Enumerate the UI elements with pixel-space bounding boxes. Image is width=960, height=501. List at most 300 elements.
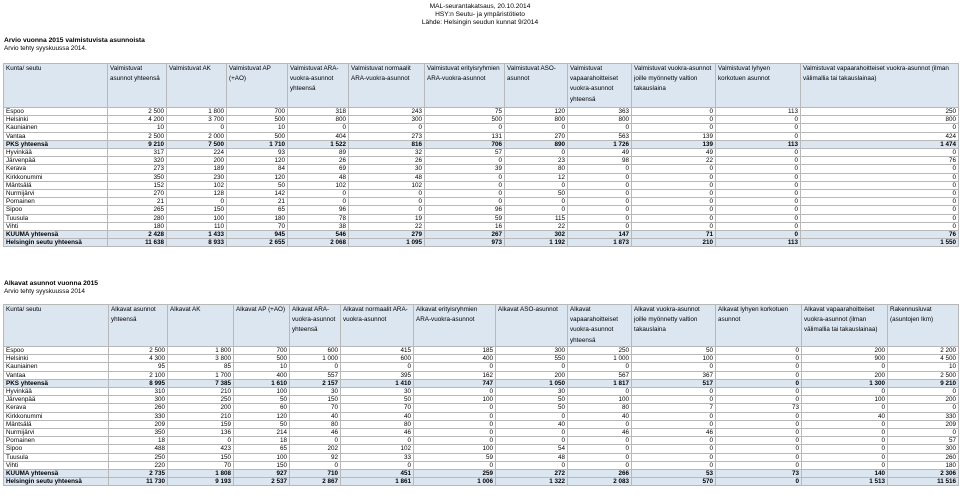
value-cell: 150 xyxy=(234,461,290,469)
value-cell: 1 300 xyxy=(802,379,888,387)
value-cell: 70 xyxy=(168,461,234,469)
value-cell: 0 xyxy=(414,420,496,428)
value-cell: 8 995 xyxy=(109,379,168,387)
starts-table xyxy=(3,304,959,486)
value-cell: 152 xyxy=(108,181,167,189)
value-cell: 69 xyxy=(288,165,349,173)
value-cell: 113 xyxy=(716,140,801,148)
value-cell: 266 xyxy=(568,470,632,478)
value-cell: 0 xyxy=(632,206,716,214)
value-cell: 78 xyxy=(288,214,349,222)
value-cell: 200 xyxy=(802,371,888,379)
value-cell: 330 xyxy=(888,412,959,420)
value-cell: 162 xyxy=(414,371,496,379)
value-cell: 0 xyxy=(801,173,959,181)
value-cell: 110 xyxy=(167,222,227,230)
column-header: Valmistuvat ARA-vuokra-asunnot yhteensä xyxy=(288,64,349,108)
column-header: Alkavat vapaarahoitteiset vuokra-asunnot (ilman välimallia tai takauslainaa) xyxy=(802,305,888,347)
value-cell: 32 xyxy=(349,149,425,157)
value-cell: 280 xyxy=(108,214,167,222)
value-cell: 0 xyxy=(632,420,716,428)
value-cell: 0 xyxy=(167,124,227,132)
value-cell: 131 xyxy=(425,132,505,140)
value-cell: 0 xyxy=(632,181,716,189)
value-cell: 30 xyxy=(349,165,425,173)
value-cell: 84 xyxy=(227,165,288,173)
value-cell: 202 xyxy=(290,445,341,453)
value-cell: 0 xyxy=(632,363,716,371)
value-cell: 100 xyxy=(234,388,290,396)
value-cell: 0 xyxy=(632,412,716,420)
municipality-cell: PKS yhteensä xyxy=(4,140,108,148)
value-cell: 30 xyxy=(290,388,341,396)
value-cell: 0 xyxy=(349,198,425,206)
value-cell: 115 xyxy=(505,214,568,222)
value-cell: 400 xyxy=(234,371,290,379)
value-cell: 10 xyxy=(227,124,288,132)
value-cell: 0 xyxy=(425,124,505,132)
value-cell: 816 xyxy=(349,140,425,148)
total-row xyxy=(4,231,959,239)
value-cell: 0 xyxy=(349,124,425,132)
value-cell: 550 xyxy=(496,355,568,363)
value-cell: 423 xyxy=(168,445,234,453)
value-cell: 209 xyxy=(888,420,959,428)
value-cell: 0 xyxy=(568,437,632,445)
value-cell: 517 xyxy=(632,379,716,387)
value-cell: 0 xyxy=(167,198,227,206)
value-cell: 0 xyxy=(716,347,802,355)
value-cell: 0 xyxy=(888,388,959,396)
table-row xyxy=(4,347,959,355)
value-cell: 26 xyxy=(288,157,349,165)
table-row xyxy=(4,222,959,230)
value-cell: 93 xyxy=(227,149,288,157)
table-row xyxy=(4,404,959,412)
value-cell: 9 210 xyxy=(888,379,959,387)
value-cell: 214 xyxy=(234,429,290,437)
column-header: Alkavat vapaarahoitteiset vuokra-asunnot yhteensä xyxy=(568,305,632,347)
value-cell: 900 xyxy=(802,355,888,363)
value-cell: 59 xyxy=(414,453,496,461)
value-cell: 180 xyxy=(888,461,959,469)
value-cell: 80 xyxy=(341,420,414,428)
value-cell: 0 xyxy=(801,181,959,189)
value-cell: 53 xyxy=(632,470,716,478)
value-cell: 1 192 xyxy=(505,239,568,247)
value-cell: 21 xyxy=(108,198,167,206)
value-cell: 451 xyxy=(341,470,414,478)
value-cell: 92 xyxy=(290,453,341,461)
value-cell: 260 xyxy=(109,404,168,412)
value-cell: 1 050 xyxy=(496,379,568,387)
value-cell: 0 xyxy=(716,181,801,189)
value-cell: 0 xyxy=(632,445,716,453)
value-cell: 0 xyxy=(568,198,632,206)
value-cell: 2 200 xyxy=(888,347,959,355)
value-cell: 150 xyxy=(167,206,227,214)
table-row xyxy=(4,371,959,379)
value-cell: 747 xyxy=(414,379,496,387)
value-cell: 0 xyxy=(801,198,959,206)
municipality-cell: Hyvinkää xyxy=(4,388,109,396)
value-cell: 1 808 xyxy=(168,470,234,478)
value-cell: 147 xyxy=(568,231,632,239)
value-cell: 800 xyxy=(801,116,959,124)
table-row xyxy=(4,149,959,157)
completions-table xyxy=(3,63,959,247)
value-cell: 0 xyxy=(568,363,632,371)
municipality-cell: Kirkkonummi xyxy=(4,412,109,420)
value-cell: 0 xyxy=(716,214,801,222)
value-cell: 0 xyxy=(716,412,802,420)
value-cell: 363 xyxy=(568,108,632,116)
value-cell: 500 xyxy=(234,355,290,363)
value-cell: 706 xyxy=(425,140,505,148)
value-cell: 50 xyxy=(234,396,290,404)
value-cell: 0 xyxy=(716,190,801,198)
value-cell: 570 xyxy=(632,478,716,486)
value-cell: 48 xyxy=(496,453,568,461)
column-header: Alkavat lyhyen korkotuen asunnot xyxy=(716,305,802,347)
value-cell: 120 xyxy=(234,412,290,420)
value-cell: 2 500 xyxy=(108,108,167,116)
value-cell: 0 xyxy=(632,116,716,124)
value-cell: 279 xyxy=(349,231,425,239)
value-cell: 0 xyxy=(716,222,801,230)
value-cell: 102 xyxy=(349,181,425,189)
value-cell: 38 xyxy=(288,222,349,230)
value-cell: 310 xyxy=(109,388,168,396)
value-cell: 0 xyxy=(802,429,888,437)
value-cell: 0 xyxy=(716,371,802,379)
section1-subtitle: Arvio tehty syyskuussa 2014. xyxy=(4,45,87,52)
value-cell: 70 xyxy=(227,222,288,230)
value-cell: 260 xyxy=(888,453,959,461)
municipality-cell: Helsingin seutu yhteensä xyxy=(4,239,108,247)
value-cell: 2 735 xyxy=(109,470,168,478)
value-cell: 259 xyxy=(414,470,496,478)
value-cell: 0 xyxy=(568,453,632,461)
column-header: Valmistuvat AP (+AO) xyxy=(227,64,288,108)
municipality-cell: Espoo xyxy=(4,347,109,355)
value-cell: 0 xyxy=(288,124,349,132)
value-cell: 0 xyxy=(716,173,801,181)
value-cell: 330 xyxy=(109,412,168,420)
value-cell: 0 xyxy=(505,198,568,206)
value-cell: 0 xyxy=(716,198,801,206)
value-cell: 302 xyxy=(505,231,568,239)
value-cell: 0 xyxy=(496,429,568,437)
value-cell: 0 xyxy=(632,165,716,173)
municipality-cell: Tuusula xyxy=(4,453,109,461)
value-cell: 0 xyxy=(425,173,505,181)
municipality-cell: Vihti xyxy=(4,461,109,469)
value-cell: 0 xyxy=(568,445,632,453)
value-cell: 0 xyxy=(802,420,888,428)
value-cell: 150 xyxy=(290,396,341,404)
value-cell: 210 xyxy=(632,239,716,247)
value-cell: 270 xyxy=(505,132,568,140)
value-cell: 0 xyxy=(568,222,632,230)
value-cell: 39 xyxy=(425,165,505,173)
column-header: Valmistuvat vapaarahoitteiset vuokra-asunnot yhteensä xyxy=(568,64,632,108)
value-cell: 404 xyxy=(288,132,349,140)
value-cell: 318 xyxy=(288,108,349,116)
value-cell: 26 xyxy=(349,157,425,165)
value-cell: 210 xyxy=(168,388,234,396)
value-cell: 1 610 xyxy=(234,379,290,387)
value-cell: 33 xyxy=(341,453,414,461)
value-cell: 11 730 xyxy=(109,478,168,486)
value-cell: 500 xyxy=(227,116,288,124)
value-cell: 139 xyxy=(632,132,716,140)
value-cell: 200 xyxy=(888,396,959,404)
value-cell: 0 xyxy=(290,461,341,469)
value-cell: 1 410 xyxy=(341,379,414,387)
value-cell: 0 xyxy=(632,222,716,230)
value-cell: 200 xyxy=(802,347,888,355)
value-cell: 98 xyxy=(568,157,632,165)
municipality-cell: Vihti xyxy=(4,222,108,230)
table-row xyxy=(4,437,959,445)
value-cell: 0 xyxy=(716,231,801,239)
value-cell: 0 xyxy=(414,437,496,445)
total-row xyxy=(4,140,959,148)
value-cell: 150 xyxy=(168,453,234,461)
municipality-cell: Helsinki xyxy=(4,355,109,363)
value-cell: 50 xyxy=(341,396,414,404)
value-cell: 0 xyxy=(802,461,888,469)
value-cell: 40 xyxy=(290,412,341,420)
value-cell: 113 xyxy=(716,108,801,116)
value-cell: 567 xyxy=(568,371,632,379)
value-cell: 0 xyxy=(168,437,234,445)
value-cell: 46 xyxy=(290,429,341,437)
value-cell: 2 867 xyxy=(290,478,341,486)
table-row xyxy=(4,132,959,140)
value-cell: 4 300 xyxy=(109,355,168,363)
value-cell: 200 xyxy=(167,157,227,165)
value-cell: 270 xyxy=(108,190,167,198)
value-cell: 120 xyxy=(227,173,288,181)
section2-title: Alkavat asunnot vuonna 2015 xyxy=(4,280,99,287)
value-cell: 0 xyxy=(496,363,568,371)
municipality-cell: Vantaa xyxy=(4,132,108,140)
value-cell: 0 xyxy=(716,429,802,437)
value-cell: 2 500 xyxy=(109,347,168,355)
value-cell: 250 xyxy=(568,347,632,355)
value-cell: 0 xyxy=(888,404,959,412)
municipality-cell: Kerava xyxy=(4,404,109,412)
value-cell: 200 xyxy=(496,371,568,379)
value-cell: 2 083 xyxy=(568,478,632,486)
municipality-cell: PKS yhteensä xyxy=(4,379,109,387)
municipality-cell: Järvenpää xyxy=(4,157,108,165)
value-cell: 46 xyxy=(341,429,414,437)
value-cell: 0 xyxy=(716,437,802,445)
section2-subtitle: Arvio tehty syyskuussa 2014 xyxy=(4,288,85,295)
value-cell: 1 322 xyxy=(496,478,568,486)
value-cell: 4 200 xyxy=(108,116,167,124)
value-cell: 0 xyxy=(802,388,888,396)
value-cell: 0 xyxy=(341,437,414,445)
column-header: Alkavat normaalit ARA-vuokra-asunnot xyxy=(341,305,414,347)
value-cell: 1 474 xyxy=(801,140,959,148)
value-cell: 73 xyxy=(716,470,802,478)
value-cell: 0 xyxy=(802,437,888,445)
value-cell: 73 xyxy=(716,404,802,412)
value-cell: 54 xyxy=(496,445,568,453)
value-cell: 0 xyxy=(414,388,496,396)
value-cell: 0 xyxy=(802,363,888,371)
value-cell: 424 xyxy=(801,132,959,140)
column-header: Valmistuvat erityisryhmien ARA-vuokra-asunnot xyxy=(425,64,505,108)
value-cell: 250 xyxy=(109,453,168,461)
table-row xyxy=(4,181,959,189)
report-header xyxy=(0,3,960,28)
value-cell: 75 xyxy=(425,108,505,116)
value-cell: 0 xyxy=(632,173,716,181)
value-cell: 0 xyxy=(632,388,716,396)
value-cell: 0 xyxy=(632,190,716,198)
table-row xyxy=(4,355,959,363)
value-cell: 272 xyxy=(496,470,568,478)
column-header: Alkavat asunnot yhteensä xyxy=(109,305,168,347)
value-cell: 40 xyxy=(568,412,632,420)
value-cell: 250 xyxy=(801,108,959,116)
value-cell: 273 xyxy=(349,132,425,140)
total-row xyxy=(4,379,959,387)
value-cell: 267 xyxy=(425,231,505,239)
table-row xyxy=(4,388,959,396)
table-row xyxy=(4,214,959,222)
value-cell: 0 xyxy=(349,206,425,214)
value-cell: 0 xyxy=(716,478,802,486)
value-cell: 710 xyxy=(290,470,341,478)
value-cell: 40 xyxy=(802,412,888,420)
table-row xyxy=(4,108,959,116)
column-header: Kunta/ seutu xyxy=(4,64,108,108)
value-cell: 0 xyxy=(425,190,505,198)
column-header: Valmistuvat lyhyen korkotuen asunnot xyxy=(716,64,801,108)
municipality-cell: Espoo xyxy=(4,108,108,116)
total-row xyxy=(4,470,959,478)
value-cell: 400 xyxy=(414,355,496,363)
value-cell: 23 xyxy=(505,157,568,165)
value-cell: 300 xyxy=(888,445,959,453)
value-cell: 1 710 xyxy=(227,140,288,148)
value-cell: 0 xyxy=(801,214,959,222)
table-row xyxy=(4,198,959,206)
column-header: Valmistuvat vuokra-asunnot joille myönnetty valtion takauslaina xyxy=(632,64,716,108)
value-cell: 890 xyxy=(505,140,568,148)
value-cell: 0 xyxy=(801,222,959,230)
table-row xyxy=(4,190,959,198)
value-cell: 9 210 xyxy=(108,140,167,148)
value-cell: 102 xyxy=(167,181,227,189)
value-cell: 0 xyxy=(632,396,716,404)
value-cell: 10 xyxy=(888,363,959,371)
municipality-cell: Kirkkonummi xyxy=(4,173,108,181)
value-cell: 1 861 xyxy=(341,478,414,486)
value-cell: 209 xyxy=(109,420,168,428)
table-row xyxy=(4,453,959,461)
municipality-cell: Pornainen xyxy=(4,437,109,445)
value-cell: 70 xyxy=(341,404,414,412)
table-row xyxy=(4,206,959,214)
value-cell: 0 xyxy=(716,388,802,396)
value-cell: 16 xyxy=(425,222,505,230)
value-cell: 0 xyxy=(716,445,802,453)
value-cell: 95 xyxy=(109,363,168,371)
municipality-cell: Tuusula xyxy=(4,214,108,222)
value-cell: 1 726 xyxy=(568,140,632,148)
value-cell: 30 xyxy=(496,388,568,396)
value-cell: 0 xyxy=(632,437,716,445)
column-header: Valmistuvat vapaarahoitteiset vuokra-asunnot (ilman välimallia tai takauslainaa) xyxy=(801,64,959,108)
value-cell: 57 xyxy=(425,149,505,157)
column-header: Rakennusluvat (asuntojen lkm) xyxy=(888,305,959,347)
municipality-cell: KUUMA yhteensä xyxy=(4,470,109,478)
value-cell: 102 xyxy=(341,445,414,453)
value-cell: 50 xyxy=(227,181,288,189)
value-cell: 488 xyxy=(109,445,168,453)
value-cell: 0 xyxy=(505,206,568,214)
value-cell: 1 000 xyxy=(568,355,632,363)
value-cell: 317 xyxy=(108,149,167,157)
column-header: Alkavat AP (+AO) xyxy=(234,305,290,347)
value-cell: 0 xyxy=(414,363,496,371)
value-cell: 0 xyxy=(632,461,716,469)
value-cell: 0 xyxy=(716,149,801,157)
value-cell: 7 385 xyxy=(168,379,234,387)
value-cell: 350 xyxy=(109,429,168,437)
value-cell: 0 xyxy=(496,461,568,469)
value-cell: 50 xyxy=(632,347,716,355)
value-cell: 2 500 xyxy=(888,371,959,379)
value-cell: 945 xyxy=(227,231,288,239)
value-cell: 0 xyxy=(716,206,801,214)
table-row xyxy=(4,396,959,404)
value-cell: 1 800 xyxy=(167,108,227,116)
municipality-cell: Mäntsälä xyxy=(4,181,108,189)
table-row xyxy=(4,445,959,453)
value-cell: 189 xyxy=(167,165,227,173)
value-cell: 0 xyxy=(801,190,959,198)
value-cell: 0 xyxy=(801,124,959,132)
value-cell: 4 500 xyxy=(888,355,959,363)
value-cell: 10 xyxy=(108,124,167,132)
value-cell: 185 xyxy=(414,347,496,355)
table-row xyxy=(4,157,959,165)
value-cell: 0 xyxy=(414,412,496,420)
value-cell: 800 xyxy=(505,116,568,124)
value-cell: 2 000 xyxy=(167,132,227,140)
value-cell: 49 xyxy=(632,149,716,157)
value-cell: 18 xyxy=(109,437,168,445)
value-cell: 30 xyxy=(341,388,414,396)
value-cell: 600 xyxy=(290,347,341,355)
value-cell: 85 xyxy=(168,363,234,371)
value-cell: 57 xyxy=(888,437,959,445)
value-cell: 40 xyxy=(496,420,568,428)
value-cell: 800 xyxy=(568,116,632,124)
value-cell: 0 xyxy=(801,165,959,173)
value-cell: 10 xyxy=(234,363,290,371)
value-cell: 9 193 xyxy=(168,478,234,486)
value-cell: 0 xyxy=(716,396,802,404)
